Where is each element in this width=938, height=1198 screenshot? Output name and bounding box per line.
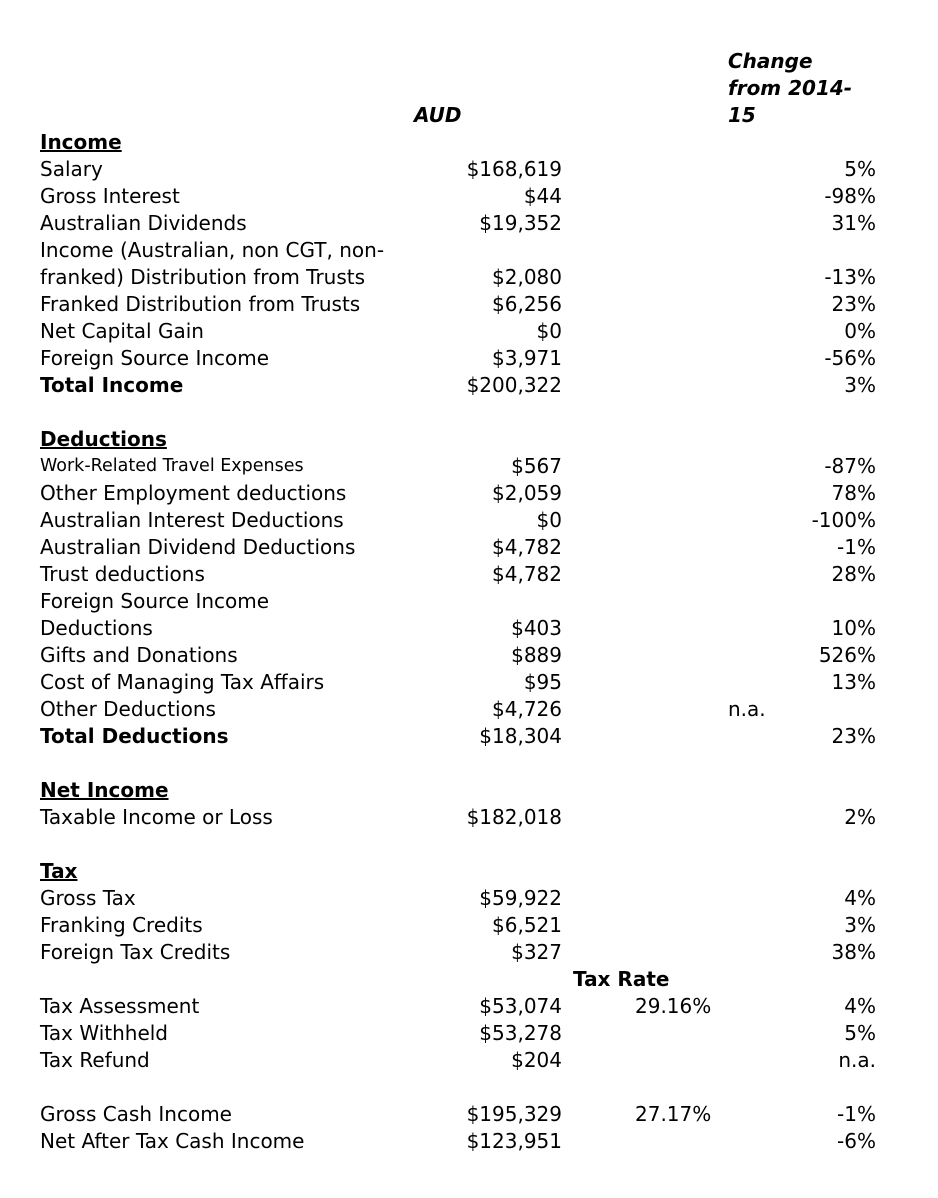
table-row [0, 210, 938, 237]
table-row [0, 615, 938, 642]
section-heading: Income [40, 130, 122, 154]
row-amount: $168,619 [466, 157, 562, 181]
change-column-header-line3: 15 [728, 103, 756, 127]
row-label: Franked Distribution from Trusts [40, 292, 361, 316]
table-row [0, 1128, 938, 1155]
row-change: 0% [844, 319, 876, 343]
row-amount: $59,922 [479, 886, 562, 910]
section-heading: Net Income [40, 778, 169, 802]
table-row [0, 642, 938, 669]
table-row [0, 993, 938, 1020]
row-change: 38% [831, 940, 876, 964]
row-amount: $4,726 [492, 697, 562, 721]
row-change: 2% [844, 805, 876, 829]
change-column-header-line2: from 2014- [728, 76, 853, 100]
table-row [0, 1020, 938, 1047]
row-amount: $0 [536, 319, 562, 343]
table-row [0, 480, 938, 507]
table-row-label-line1 [0, 237, 938, 264]
table-row [0, 696, 938, 723]
row-change: 13% [831, 670, 876, 694]
row-label: Tax Assessment [40, 994, 200, 1018]
row-amount: $6,256 [492, 292, 562, 316]
row-change: 23% [831, 724, 876, 748]
row-label: Work-Related Travel Expenses [40, 456, 304, 476]
row-amount: $2,059 [492, 481, 562, 505]
row-change: -6% [837, 1129, 876, 1153]
table-row [0, 669, 938, 696]
row-label: Net After Tax Cash Income [40, 1129, 305, 1153]
row-tax-rate: 27.17% [635, 1102, 712, 1126]
row-change: -87% [824, 454, 876, 478]
deductions-heading-row [0, 426, 938, 453]
row-label: Other Employment deductions [40, 481, 347, 505]
table-row [0, 939, 938, 966]
row-amount: $4,782 [492, 535, 562, 559]
row-label: Income (Australian, non CGT, non- [40, 238, 385, 262]
row-change: 31% [831, 211, 876, 235]
table-row [0, 318, 938, 345]
section-heading: Deductions [40, 427, 167, 451]
row-label: franked) Distribution from Trusts [40, 265, 366, 289]
row-change: 526% [818, 643, 876, 667]
row-amount: $53,074 [479, 994, 562, 1018]
row-change: -100% [811, 508, 876, 532]
total-deductions-row [0, 723, 938, 750]
row-amount: $95 [523, 670, 562, 694]
table-row-label-line1 [0, 588, 938, 615]
row-label: Australian Dividends [40, 211, 247, 235]
row-label: Net Capital Gain [40, 319, 204, 343]
row-label: Australian Dividend Deductions [40, 535, 356, 559]
table-row [0, 804, 938, 831]
table-row [0, 561, 938, 588]
row-amount: $327 [511, 940, 562, 964]
row-change: 4% [844, 886, 876, 910]
row-change: 4% [844, 994, 876, 1018]
row-label: Salary [40, 157, 103, 181]
net-income-heading-row [0, 777, 938, 804]
row-amount: $6,521 [492, 913, 562, 937]
row-amount: $403 [511, 616, 562, 640]
total-income-row [0, 372, 938, 399]
table-row [0, 885, 938, 912]
row-label: Tax Withheld [40, 1021, 168, 1045]
tax-heading-row [0, 858, 938, 885]
row-label: Taxable Income or Loss [40, 805, 273, 829]
row-change: -56% [824, 346, 876, 370]
row-tax-rate: 29.16% [635, 994, 712, 1018]
row-amount: $200,322 [466, 373, 562, 397]
table-row [0, 912, 938, 939]
row-amount: $4,782 [492, 562, 562, 586]
table-row [0, 345, 938, 372]
table-row [0, 1101, 938, 1128]
tax-rate-heading: Tax Rate [573, 967, 670, 991]
row-label: Trust deductions [40, 562, 205, 586]
table-row [0, 507, 938, 534]
row-amount: $3,971 [492, 346, 562, 370]
row-change: -1% [837, 535, 876, 559]
row-label: Total Income [40, 373, 184, 397]
row-amount: $44 [523, 184, 562, 208]
change-column-header-line1: Change [728, 49, 813, 73]
row-change: 5% [844, 1021, 876, 1045]
row-label: Australian Interest Deductions [40, 508, 344, 532]
row-change: -98% [824, 184, 876, 208]
row-change: -1% [837, 1102, 876, 1126]
income-heading-row [0, 129, 938, 156]
row-change: -13% [824, 265, 876, 289]
row-change: 3% [844, 913, 876, 937]
row-amount: $889 [511, 643, 562, 667]
aud-column-header: AUD [414, 103, 462, 127]
table-row [0, 453, 938, 480]
table-row [0, 156, 938, 183]
row-change: 78% [831, 481, 876, 505]
table-row [0, 264, 938, 291]
row-amount: $19,352 [479, 211, 562, 235]
row-label: Foreign Tax Credits [40, 940, 231, 964]
row-label: Total Deductions [40, 724, 229, 748]
row-amount: $182,018 [466, 805, 562, 829]
table-row [0, 1047, 938, 1074]
row-label: Gross Tax [40, 886, 136, 910]
row-label: Foreign Source Income [40, 589, 270, 613]
row-label: Gross Cash Income [40, 1102, 232, 1126]
section-heading: Tax [40, 859, 78, 883]
table-row [0, 534, 938, 561]
row-amount: $123,951 [466, 1129, 562, 1153]
row-label: Cost of Managing Tax Affairs [40, 670, 325, 694]
row-change: n.a. [728, 697, 766, 721]
row-label: Gross Interest [40, 184, 180, 208]
row-label: Foreign Source Income [40, 346, 270, 370]
row-change: 5% [844, 157, 876, 181]
row-label: Tax Refund [40, 1048, 150, 1072]
row-change: 10% [831, 616, 876, 640]
row-label: Franking Credits [40, 913, 203, 937]
row-amount: $18,304 [479, 724, 562, 748]
row-change: 3% [844, 373, 876, 397]
row-change: 23% [831, 292, 876, 316]
row-amount: $204 [511, 1048, 562, 1072]
row-amount: $567 [511, 454, 562, 478]
row-label: Deductions [40, 616, 153, 640]
row-amount: $2,080 [492, 265, 562, 289]
row-amount: $53,278 [479, 1021, 562, 1045]
row-label: Gifts and Donations [40, 643, 238, 667]
row-label: Other Deductions [40, 697, 216, 721]
row-amount: $0 [536, 508, 562, 532]
table-row [0, 183, 938, 210]
table-row [0, 291, 938, 318]
row-change: 28% [831, 562, 876, 586]
row-change: n.a. [838, 1048, 876, 1072]
tax-rate-heading-row [0, 966, 938, 993]
row-amount: $195,329 [466, 1102, 562, 1126]
